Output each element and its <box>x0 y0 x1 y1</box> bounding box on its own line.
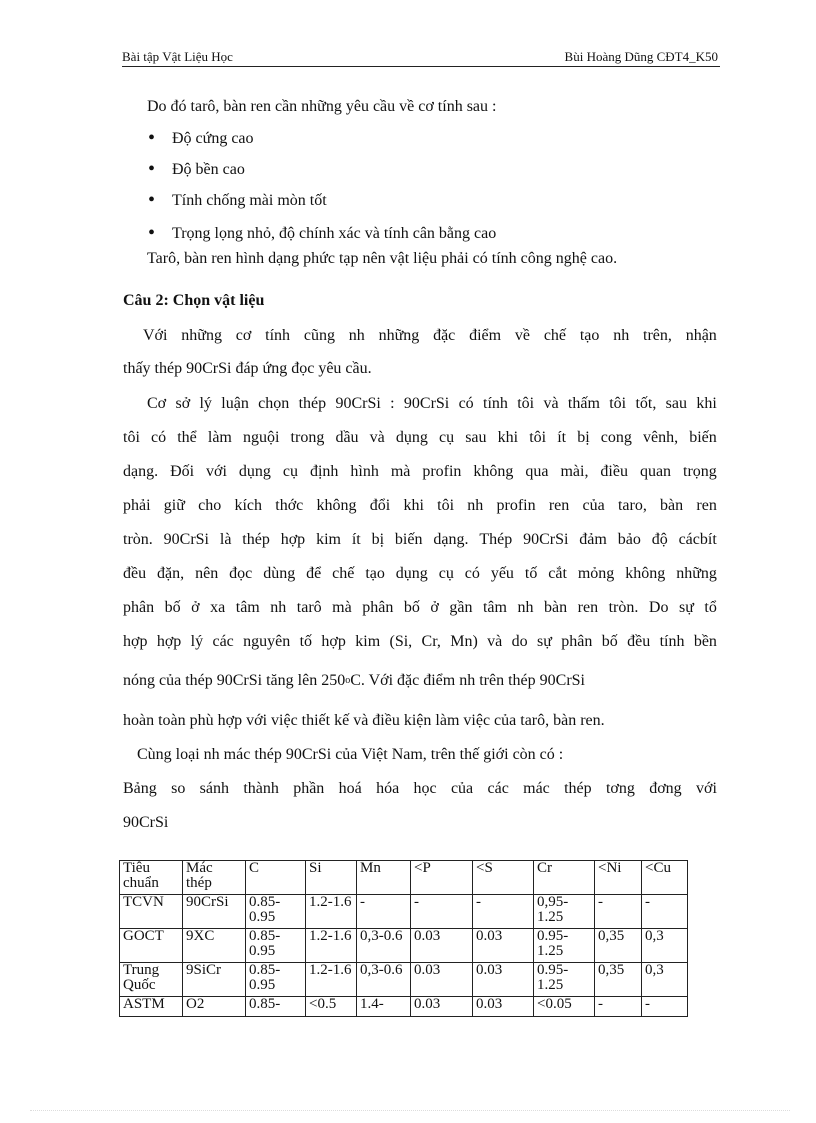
word: qua <box>525 463 549 480</box>
table-row <box>120 963 688 997</box>
word: luận <box>221 395 249 412</box>
word: kim <box>316 531 341 548</box>
table-cell: - <box>642 997 688 1017</box>
word: profin <box>496 497 536 514</box>
word: bàn <box>660 497 684 514</box>
word: nh <box>270 599 287 616</box>
word: các <box>212 633 234 650</box>
word: ren <box>577 599 599 616</box>
word: và <box>487 633 503 650</box>
table-cell: O2 <box>183 997 246 1017</box>
word: ở <box>430 599 439 616</box>
word: tạo <box>365 565 385 582</box>
word: của <box>582 497 605 514</box>
word: đọc <box>229 565 253 582</box>
table-row <box>120 929 688 963</box>
word: tính <box>483 395 508 412</box>
word: sở <box>175 395 191 412</box>
word: Cơ <box>147 395 167 412</box>
word: cũng <box>303 327 335 344</box>
word: tố <box>299 633 313 650</box>
word: khi <box>497 429 519 446</box>
table-cell: 0,3 <box>642 929 688 963</box>
paragraph-line: 90CrSi <box>123 814 169 831</box>
table-cell: 90CrSi <box>183 895 246 929</box>
word: các <box>487 780 509 797</box>
word: bảo <box>617 531 641 548</box>
word: hợp <box>123 633 148 650</box>
word: tròn. <box>123 531 153 548</box>
table-cell: <0.5 <box>306 997 357 1017</box>
paragraph-line: Cùng loại nh mác thép 90CrSi của Việt Nam, trên thế giới còn có : <box>137 746 564 763</box>
table-cell: 0.03 <box>473 997 534 1017</box>
table-cell: 1.4- <box>357 997 411 1017</box>
word: chế <box>332 565 355 582</box>
word: điều <box>600 463 628 480</box>
word: ren <box>548 497 570 514</box>
word: nh <box>613 327 630 344</box>
word: chọn <box>258 395 290 412</box>
word: nên <box>195 565 219 582</box>
table-cell: 0.85- <box>246 997 306 1017</box>
word: khi <box>403 497 424 514</box>
word: làm <box>207 429 232 446</box>
word: quan <box>639 463 672 480</box>
word: Cr, <box>421 633 441 650</box>
table-cell: 0,35 <box>595 929 642 963</box>
word: tính <box>265 327 291 344</box>
paragraph-line <box>147 395 717 413</box>
word: đảm <box>579 531 607 548</box>
page-bottom-divider <box>30 1110 790 1111</box>
word: nh <box>467 497 484 514</box>
word: so <box>171 780 186 797</box>
bullet-item: • Độ cứng cao <box>148 127 254 149</box>
table-cell: 0,3-0.6 <box>357 929 411 963</box>
word: mà <box>332 599 352 616</box>
word: tâm <box>235 599 260 616</box>
table-cell: 0.03 <box>473 929 534 963</box>
word: những <box>378 327 420 344</box>
table-cell: 9SiCr <box>183 963 246 997</box>
table-cell: 0,35 <box>595 963 642 997</box>
word: bố <box>601 633 618 650</box>
word: phần <box>293 780 325 797</box>
word: tarô <box>296 599 322 616</box>
word: khi <box>696 395 717 412</box>
word: thấm <box>567 395 600 412</box>
table-cell: Trung Quốc <box>120 963 183 997</box>
requirement-summary: Tarô, bàn ren hình dạng phức tạp nên vật liệu phải có tính công nghệ cao. <box>147 250 618 267</box>
word: độ <box>651 531 668 548</box>
word: kim <box>355 633 381 650</box>
table-cell: 0,3-0.6 <box>357 963 411 997</box>
word: đặc <box>433 327 456 344</box>
word: không <box>625 565 666 582</box>
word: Thép <box>479 531 513 548</box>
word: nguyên <box>243 633 291 650</box>
word: Đối <box>170 463 195 480</box>
composition-table <box>119 860 688 1017</box>
word: phân <box>362 599 394 616</box>
table-cell: 1.2-1.6 <box>306 963 357 997</box>
table-cell: 1.2-1.6 <box>306 929 357 963</box>
word: kích <box>234 497 263 514</box>
table-header-cell: <Ni <box>595 861 642 895</box>
table-row <box>120 997 688 1017</box>
word: tôi <box>529 429 547 446</box>
word: do <box>511 633 528 650</box>
table-cell: 0.03 <box>473 963 534 997</box>
page-header <box>122 49 720 67</box>
word: nh <box>348 327 365 344</box>
word: mài, <box>560 463 589 480</box>
table-cell: 0.03 <box>411 929 473 963</box>
word: mỏng <box>577 565 615 582</box>
bullet-item: • Độ bền cao <box>148 158 245 180</box>
paragraph-line <box>123 463 717 481</box>
word: bàn <box>544 599 568 616</box>
word: : <box>390 395 395 412</box>
word: và <box>543 395 559 412</box>
word: ít <box>351 531 361 548</box>
word: giữ <box>163 497 185 514</box>
word: chế <box>543 327 567 344</box>
word: tố <box>524 565 538 582</box>
word: hóa <box>376 780 400 797</box>
word: không <box>316 497 357 514</box>
paragraph-line: nóng của thép 90CrSi tăng lên 250$^o$C. Với đặc điểm nh trên thép 90CrSi <box>123 672 585 689</box>
bullet-dot-icon: • <box>148 189 156 211</box>
word: tơng <box>605 780 635 797</box>
table-header-cell: Si <box>306 861 357 895</box>
table-cell: - <box>595 997 642 1017</box>
table-cell: 0.95-1.25 <box>534 963 595 997</box>
word: không <box>473 463 514 480</box>
word: có <box>464 565 480 582</box>
table-cell: ASTM <box>120 997 183 1017</box>
word: với <box>696 780 717 797</box>
word: biến <box>394 531 423 548</box>
word: đổi <box>369 497 391 514</box>
paragraph-line <box>123 633 717 651</box>
table-header-row <box>120 861 688 895</box>
word: điểm <box>469 327 502 344</box>
table-cell: 9XC <box>183 929 246 963</box>
table-cell: - <box>411 895 473 929</box>
word: là <box>219 531 232 548</box>
word: nguội <box>242 429 280 446</box>
word: cơ <box>235 327 252 344</box>
word: phân <box>561 633 593 650</box>
word: nh <box>517 599 534 616</box>
table-cell: 0.95-1.25 <box>534 929 595 963</box>
word: lý <box>199 395 212 412</box>
word: (Si, <box>389 633 413 650</box>
table-cell: 0,3 <box>642 963 688 997</box>
word: thép <box>242 531 270 548</box>
table-cell: - <box>642 895 688 929</box>
word: biến <box>689 429 717 446</box>
word: bị <box>371 531 385 548</box>
word: dùng <box>263 565 296 582</box>
paragraph-line <box>123 531 717 549</box>
word: profin <box>422 463 462 480</box>
word: của <box>450 780 474 797</box>
word: vênh, <box>642 429 679 446</box>
paragraph-line <box>123 780 717 798</box>
paragraph-line <box>123 497 717 515</box>
word: thép <box>298 395 327 412</box>
word: Do <box>648 599 669 616</box>
word: nhận <box>685 327 717 344</box>
table-header-cell: Mn <box>357 861 411 895</box>
paragraph-line <box>123 565 717 583</box>
table-header-cell: <Cu <box>642 861 688 895</box>
word: hình <box>350 463 379 480</box>
word: xa <box>210 599 226 616</box>
word: phải <box>123 497 151 514</box>
word: hợp <box>321 633 346 650</box>
paragraph-line <box>143 327 717 345</box>
word: hợp <box>156 633 182 650</box>
word: tròn. <box>608 599 639 616</box>
table-cell: - <box>357 895 411 929</box>
word: với <box>206 463 227 480</box>
paragraph-line: thấy thép 90CrSi đáp ứng đọc yêu cầu. <box>123 360 372 377</box>
word: trong <box>290 429 325 446</box>
word: hợp <box>280 531 306 548</box>
table-header-cell: Mác thép <box>183 861 246 895</box>
bullet-item: • Tính chống mài mòn tốt <box>148 189 327 211</box>
word: cụ <box>282 463 298 480</box>
word: để <box>306 565 322 582</box>
word: trọng <box>683 463 717 480</box>
word: dạng. <box>433 531 469 548</box>
word: ít <box>557 429 567 446</box>
word: cụ <box>438 429 455 446</box>
word: những <box>676 565 717 582</box>
word: đều <box>123 565 147 582</box>
table-cell: 0.03 <box>411 963 473 997</box>
word: đều <box>627 633 651 650</box>
word: sự <box>537 633 552 650</box>
table-cell: 0,95-1.25 <box>534 895 595 929</box>
table-header-cell: Cr <box>534 861 595 895</box>
word: tính <box>659 633 685 650</box>
word: bị <box>577 429 590 446</box>
table-cell: <0.05 <box>534 997 595 1017</box>
table-header-cell: C <box>246 861 306 895</box>
word: tốt, <box>635 395 657 412</box>
paragraph-line <box>123 429 717 447</box>
table-cell: 1.2-1.6 <box>306 895 357 929</box>
table-cell: 0.85-0.95 <box>246 929 306 963</box>
word: cắt <box>548 565 567 582</box>
word: bố <box>403 599 420 616</box>
word: hoá <box>338 780 362 797</box>
word: lý <box>190 633 204 650</box>
word: Bảng <box>123 780 157 797</box>
word: và <box>369 429 385 446</box>
word: tôi <box>437 497 455 514</box>
word: sau <box>665 395 687 412</box>
word: có <box>458 395 474 412</box>
word: gần <box>449 599 473 616</box>
word: thể <box>177 429 197 446</box>
intro-text: Do đó tarô, bàn ren cần những yêu cầu về cơ tính sau : <box>147 98 497 115</box>
word: dụng <box>395 429 428 446</box>
paragraph-line: hoàn toàn phù hợp với việc thiết kế và điều kiện làm việc của tarô, bàn ren. <box>123 712 605 729</box>
word: taro, <box>617 497 647 514</box>
bullet-dot-icon: • <box>148 158 156 180</box>
word: Với <box>143 327 168 344</box>
word: tổ <box>704 599 717 616</box>
word: cácbít <box>678 531 717 548</box>
word: ở <box>191 599 200 616</box>
bullet-item: • Trọng lọng nhỏ, độ chính xác và tính cân bằng cao <box>148 222 497 244</box>
word: cong <box>600 429 632 446</box>
word: trên, <box>643 327 672 344</box>
bullet-dot-icon: • <box>148 127 156 149</box>
word: có <box>151 429 167 446</box>
word: dầu <box>335 429 359 446</box>
table-header-cell: <S <box>473 861 534 895</box>
section-heading: Câu 2: Chọn vật liệu <box>123 292 265 309</box>
table-cell: 0.85-0.95 <box>246 895 306 929</box>
table-cell: - <box>473 895 534 929</box>
word: đặn, <box>157 565 185 582</box>
bullet-dot-icon: • <box>148 222 156 244</box>
word: tạo <box>579 327 600 344</box>
word: yếu <box>490 565 514 582</box>
table-header-cell: Tiêu chuẩn <box>120 861 183 895</box>
word: cụ <box>438 565 454 582</box>
word: thớc <box>275 497 304 514</box>
word: về <box>514 327 530 344</box>
word: sau <box>465 429 487 446</box>
word: tôi <box>517 395 535 412</box>
table-cell: - <box>595 895 642 929</box>
word: 90CrSi <box>335 395 381 412</box>
word: sự <box>678 599 694 616</box>
word: dụng <box>238 463 271 480</box>
word: định <box>309 463 339 480</box>
table-cell: TCVN <box>120 895 183 929</box>
word: dạng. <box>123 463 159 480</box>
word: mác <box>523 780 550 797</box>
word: sánh <box>199 780 229 797</box>
word: tâm <box>482 599 507 616</box>
word: tôi <box>123 429 140 446</box>
word: bền <box>693 633 717 650</box>
word: thép <box>564 780 592 797</box>
word: 90CrSi <box>163 531 209 548</box>
word: mà <box>390 463 411 480</box>
paragraph-line <box>123 599 717 617</box>
word: thành <box>243 780 279 797</box>
header-author: Bùi Hoàng Dũng CĐT4_K50 <box>564 49 718 64</box>
word: phân <box>123 599 155 616</box>
word: những <box>181 327 222 344</box>
table-row <box>120 895 688 929</box>
word: cho <box>198 497 222 514</box>
word: học <box>413 780 437 797</box>
word: ren <box>696 497 717 514</box>
word: bố <box>164 599 181 616</box>
word: tôi <box>609 395 627 412</box>
table-cell: 0.03 <box>411 997 473 1017</box>
table-header-cell: <P <box>411 861 473 895</box>
table-cell: GOCT <box>120 929 183 963</box>
word: 90CrSi <box>523 531 569 548</box>
word: đơng <box>649 780 682 797</box>
word: Mn) <box>450 633 478 650</box>
word: 90CrSi <box>403 395 450 412</box>
table-cell: 0.85-0.95 <box>246 963 306 997</box>
header-course-title: Bài tập Vật Liệu Học <box>122 49 233 64</box>
word: dụng <box>395 565 428 582</box>
